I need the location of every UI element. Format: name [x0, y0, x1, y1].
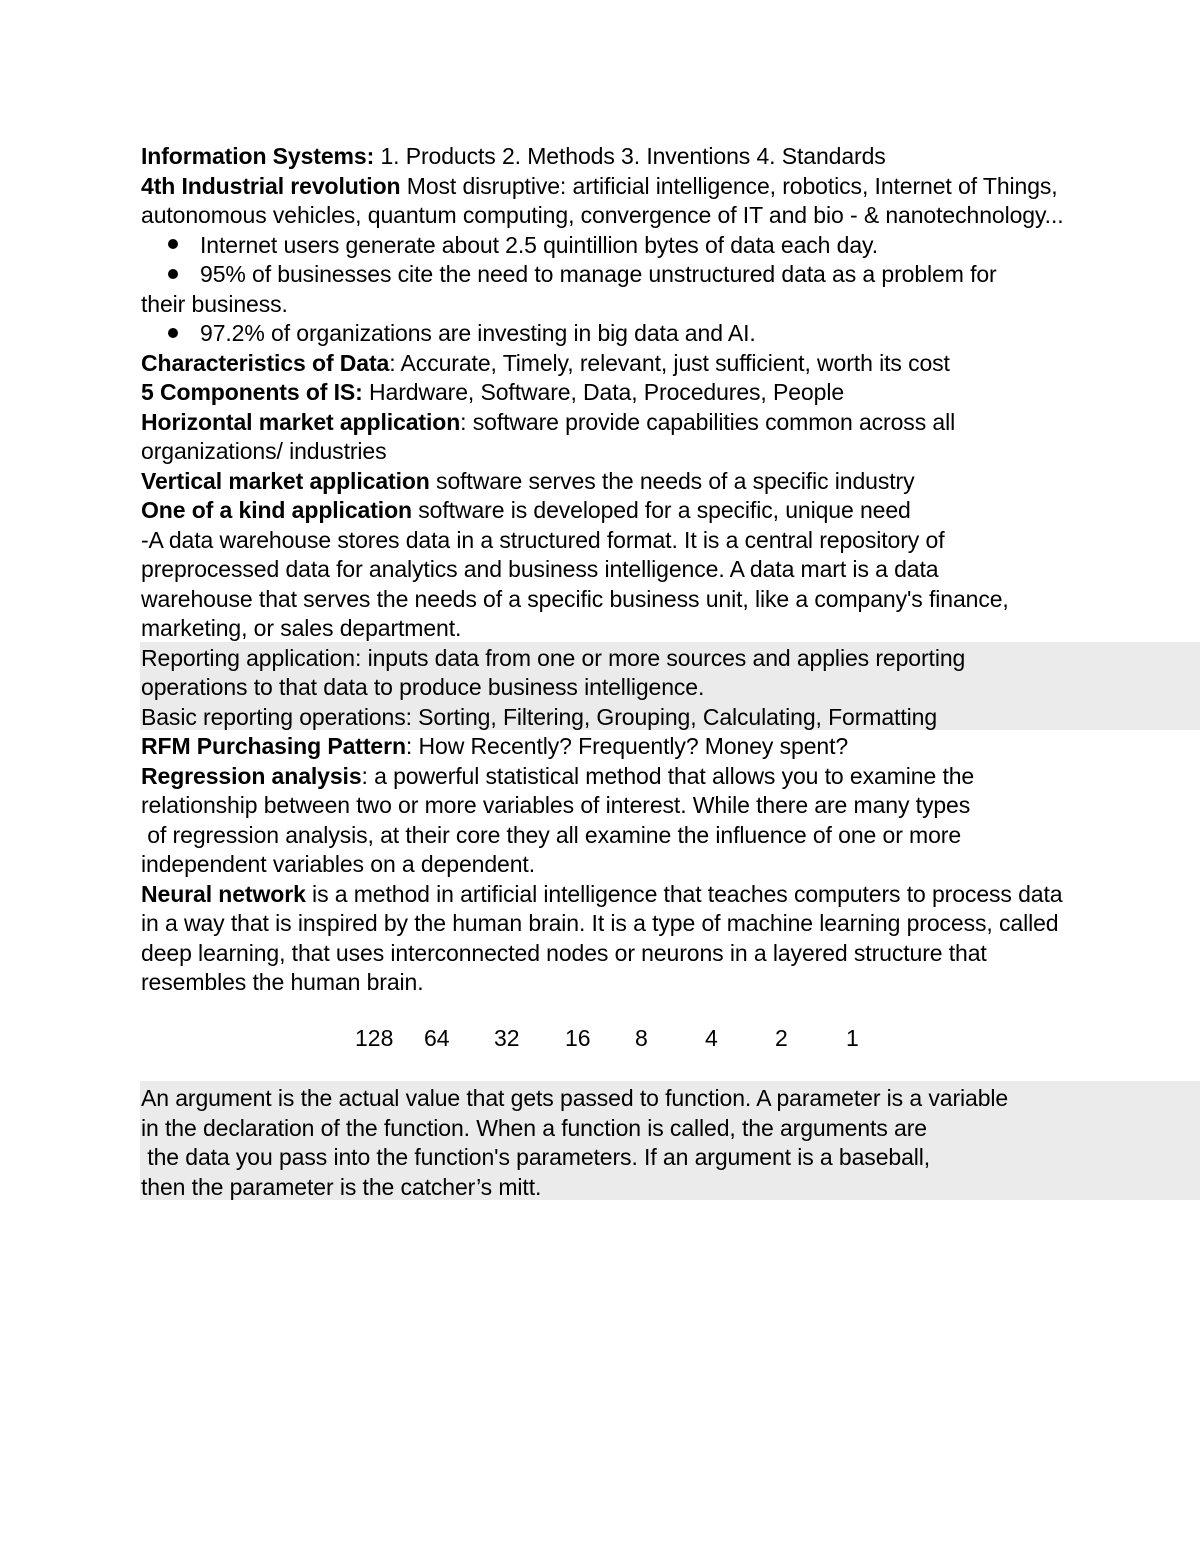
bullet-item [168, 319, 756, 349]
bullet-text: 97.2% of organizations are investing in big data and AI. [200, 320, 756, 346]
bullet-icon [168, 239, 178, 249]
binary-value: 4 [705, 1025, 718, 1051]
vertical-text: software serves the needs of a specific industry [429, 467, 915, 494]
horizontal-text: : software provide capabilities common across all [460, 408, 956, 435]
bullet-text: Internet users generate about 2.5 quintillion bytes of data each day. [200, 231, 879, 258]
binary-value: 2 [775, 1025, 788, 1051]
industrial-revolution-line [141, 172, 1058, 202]
argument-line: in the declaration of the function. When a function is called, the arguments are [141, 1114, 927, 1141]
characteristics-heading: Characteristics of Data [141, 349, 390, 376]
warehouse-line: warehouse that serves the needs of a specific business unit, like a company's finance, [141, 585, 1009, 612]
binary-value: 64 [424, 1025, 450, 1051]
argument-line: then the parameter is the catcher’s mitt. [141, 1173, 542, 1200]
regression-cont: independent variables on a dependent. [141, 851, 536, 877]
components-text: Hardware, Software, Data, Procedures, People [362, 379, 845, 405]
bullet-text: 95% of businesses cite the need to manage unstructured data as a problem for [200, 261, 997, 287]
binary-value: 32 [494, 1025, 520, 1051]
characteristics-line [141, 349, 950, 379]
bullet-item [168, 260, 997, 290]
vertical-heading: Vertical market application [141, 467, 430, 494]
industrial-revolution-heading: 4th Industrial revolution [141, 172, 401, 199]
neural-text: is a method in artificial intelligence that teaches computers to process data [305, 880, 1063, 907]
regression-cont: relationship between two or more variables of interest. While there are many types [141, 792, 971, 818]
information-systems-heading: Information Systems: [141, 143, 375, 169]
neural-cont: deep learning, that uses interconnected nodes or neurons in a layered structure that [141, 939, 987, 966]
rfm-line [141, 732, 848, 762]
neural-cont: resembles the human brain. [141, 969, 424, 995]
rfm-heading: RFM Purchasing Pattern [141, 733, 406, 759]
components-line [141, 378, 844, 408]
regression-text: : a powerful statistical method that allows you to examine the [361, 762, 975, 789]
bullet-item [168, 231, 878, 261]
industrial-revolution-cont [141, 201, 1064, 231]
reporting-line: operations to that data to produce business intelligence. [141, 674, 705, 700]
neural-line [141, 880, 1062, 910]
regression-cont: of regression analysis, at their core they all examine the influence of one or more [141, 821, 962, 848]
industrial-revolution-text: Most disruptive: artificial intelligence, robotics, Internet of Things, [400, 172, 1058, 199]
horizontal-cont-text: organizations/ industries [141, 438, 387, 464]
argument-line: An argument is the actual value that gets passed to function. A parameter is a variable [141, 1085, 1009, 1111]
regression-line [141, 762, 974, 792]
binary-value: 8 [635, 1025, 648, 1051]
rfm-text: : How Recently? Frequently? Money spent? [405, 733, 849, 759]
binary-value: 16 [565, 1025, 591, 1051]
vertical-line [141, 467, 915, 497]
bullet-icon [168, 269, 178, 279]
bullet-continuation [141, 290, 288, 320]
bullet-icon [168, 328, 178, 338]
one-kind-line [141, 496, 911, 526]
neural-heading: Neural network [141, 880, 306, 907]
binary-value: 128 [355, 1025, 394, 1051]
horizontal-cont [141, 437, 387, 467]
reporting-line: Basic reporting operations: Sorting, Filtering, Grouping, Calculating, Formatting [141, 703, 938, 730]
components-heading: 5 Components of IS: [141, 379, 363, 405]
horizontal-heading: Horizontal market application [141, 408, 461, 435]
characteristics-text: : Accurate, Timely, relevant, just sufficient, worth its cost [389, 349, 950, 376]
warehouse-line: marketing, or sales department. [141, 615, 462, 641]
argument-line: the data you pass into the function's parameters. If an argument is a baseball, [141, 1144, 931, 1170]
regression-heading: Regression analysis [141, 762, 362, 789]
industrial-revolution-cont-text: autonomous vehicles, quantum computing, convergence of IT and bio - & nanotechnology... [141, 202, 1064, 228]
reporting-line: Reporting application: inputs data from one or more sources and applies reporting [141, 644, 966, 671]
information-systems-line [141, 142, 886, 172]
neural-cont: in a way that is inspired by the human brain. It is a type of machine learning process, called [141, 910, 1059, 936]
warehouse-line: preprocessed data for analytics and business intelligence. A data mart is a data [141, 556, 939, 582]
binary-value: 1 [846, 1025, 859, 1051]
horizontal-line [141, 408, 955, 438]
information-systems-text: 1. Products 2. Methods 3. Inventions 4. Standards [374, 143, 886, 169]
bullet-continuation-text: their business. [141, 290, 288, 317]
one-kind-text: software is developed for a specific, unique need [411, 497, 911, 523]
warehouse-line: -A data warehouse stores data in a structured format. It is a central repository of [141, 526, 945, 553]
one-kind-heading: One of a kind application [141, 497, 412, 523]
